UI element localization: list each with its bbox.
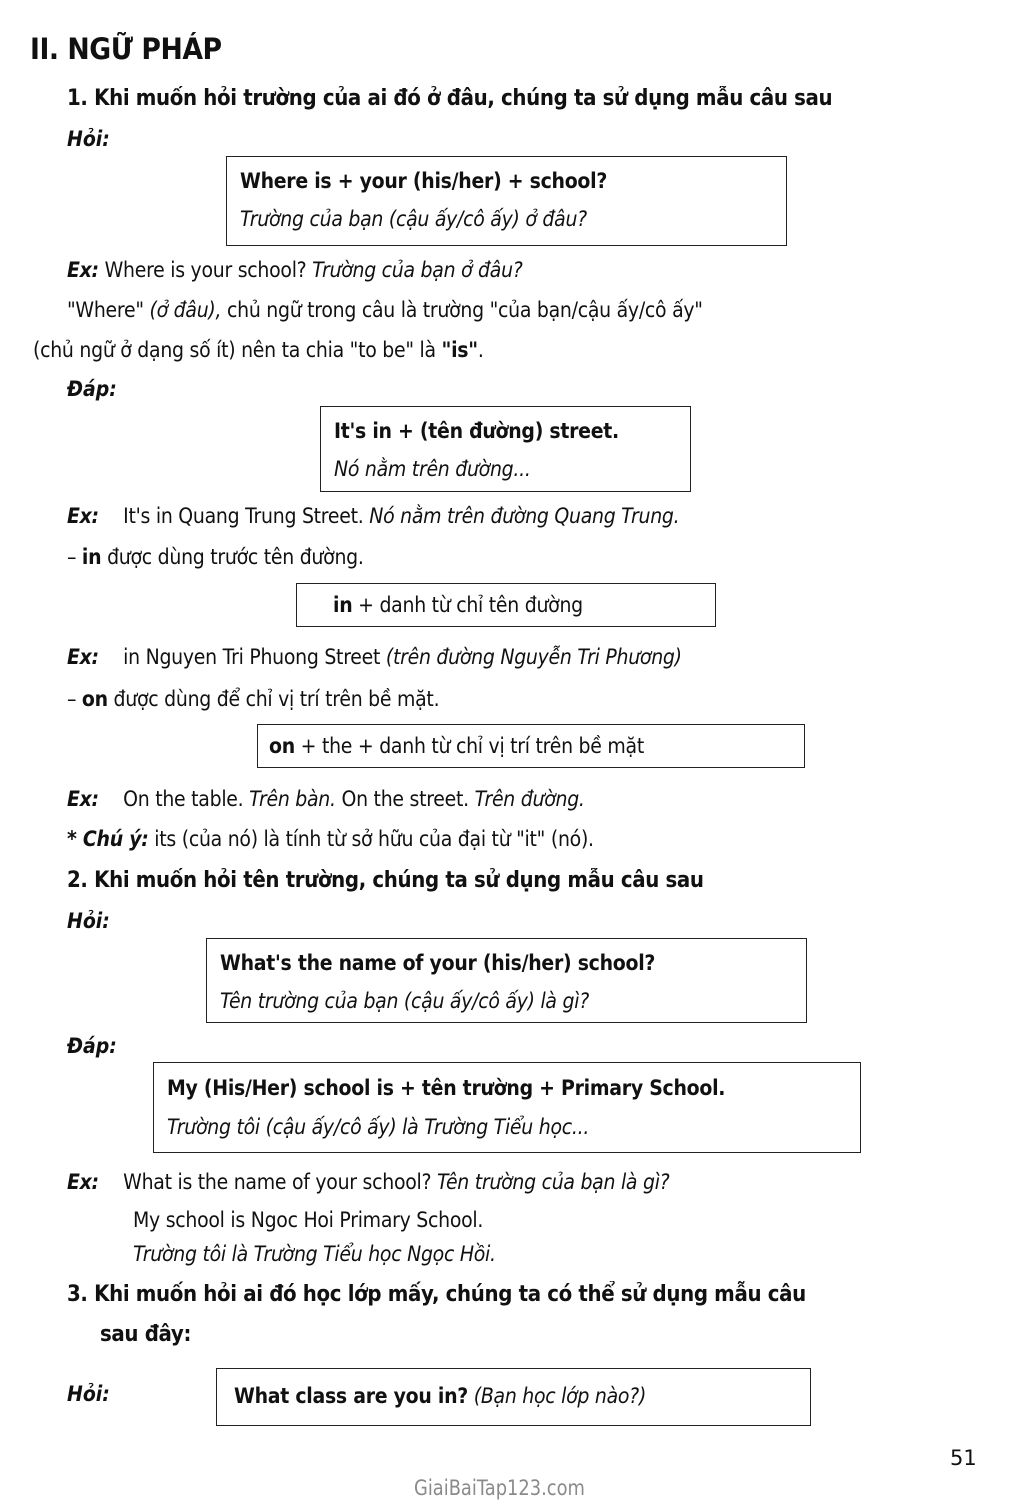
part1-example-1 [67, 258, 523, 282]
ex-text: It's in Quang Trung Street. [123, 504, 370, 528]
part3-ask-label: Hỏi: [67, 1382, 110, 1406]
rule-text: được dùng trước tên đường. [101, 545, 364, 569]
part2-answer-box [153, 1062, 861, 1153]
part1-answer-box [320, 406, 691, 492]
ex-text: in Nguyen Tri Phuong Street [123, 645, 386, 669]
note-bold: "is" [441, 338, 478, 362]
part1-answer-label: Đáp: [67, 377, 117, 401]
ex-text: Where is your school? [98, 258, 313, 282]
ex-translation: (trên đường Nguyễn Tri Phương) [385, 645, 682, 669]
ex-label: Ex: [67, 787, 99, 811]
ex-translation: Trường của bạn ở đâu? [312, 258, 523, 282]
part2-heading: 2. Khi muốn hỏi tên trường, chúng ta sử dụng mẫu câu sau [67, 868, 704, 893]
part1-note-line2 [33, 338, 484, 362]
ask-box-question: What's the name of your (his/her) school? [220, 951, 656, 975]
in-box-pattern [333, 593, 583, 617]
ex-text: On the table. [123, 787, 250, 811]
note-italic: (ở đâu), [149, 298, 222, 322]
ex-label: Ex: [67, 645, 99, 669]
ex-label: Ex: [67, 504, 99, 528]
part1-ask-label: Hỏi: [67, 127, 110, 151]
part1-ask-box [226, 156, 787, 246]
note-label: * Chú ý: [67, 827, 149, 851]
part1-heading: 1. Khi muốn hỏi trường của ai đó ở đâu, chúng ta sử dụng mẫu câu sau [67, 86, 833, 111]
part2-answer-label: Đáp: [67, 1034, 117, 1058]
note-text: "Where" [67, 298, 150, 322]
ask-box-content [234, 1384, 646, 1408]
part2-ask-label: Hỏi: [67, 909, 110, 933]
part2-ask-box [206, 938, 807, 1023]
box-keyword: on [269, 734, 295, 758]
in-rule [67, 545, 364, 569]
on-box-pattern [269, 734, 644, 758]
ask-box-question: Where is + your (his/her) + school? [240, 169, 608, 193]
part1-example-2 [67, 504, 679, 528]
part3-heading-line1: 3. Khi muốn hỏi ai đó học lớp mấy, chúng ta có thể sử dụng mẫu câu [67, 1282, 806, 1307]
rule-keyword: in [81, 545, 102, 569]
part1-example-3 [67, 645, 682, 669]
box-text: + danh từ chỉ tên đường [352, 593, 583, 617]
ex-translation: Trên đường. [474, 787, 585, 811]
box-keyword: in [333, 593, 353, 617]
dash: – [67, 545, 82, 569]
ask-box-translation: (Bạn học lớp nào?) [473, 1384, 647, 1408]
part1-note-2 [67, 827, 594, 851]
note-text: . [477, 338, 484, 362]
answer-box-translation: Nó nằm trên đường... [334, 457, 531, 481]
part3-ask-box [216, 1368, 811, 1426]
dash: – [67, 687, 82, 711]
part1-note-line1 [67, 298, 703, 322]
part2-example-line2: My school is Ngoc Hoi Primary School. [133, 1208, 484, 1232]
in-box [296, 583, 716, 627]
part1-example-4 [67, 787, 585, 811]
ex-translation: Nó nằm trên đường Quang Trung. [369, 504, 680, 528]
ask-box-question: What class are you in? [234, 1384, 468, 1408]
watermark: GiaiBaiTap123.com [414, 1476, 585, 1500]
section-title: II. NGỮ PHÁP [30, 32, 222, 66]
box-text: + the + danh từ chỉ vị trí trên bề mặt [294, 734, 644, 758]
page-number: 51 [950, 1446, 977, 1470]
ex-text: On the street. [335, 787, 475, 811]
note-text: its (của nó) là tính từ sở hữu của đại từ "it" (nó). [148, 827, 594, 851]
ex-label: Ex: [67, 258, 99, 282]
ex-text: What is the name of your school? [123, 1170, 438, 1194]
on-rule [67, 687, 439, 711]
answer-box-pattern: It's in + (tên đường) street. [334, 419, 619, 443]
ask-box-translation: Tên trường của bạn (cậu ấy/cô ấy) là gì? [220, 989, 589, 1013]
rule-keyword: on [81, 687, 108, 711]
part3-heading-line2: sau đây: [100, 1322, 192, 1347]
rule-text: được dùng để chỉ vị trí trên bề mặt. [107, 687, 440, 711]
part2-example-line3: Trường tôi là Trường Tiểu học Ngọc Hồi. [133, 1242, 496, 1266]
part2-example [67, 1170, 669, 1194]
answer-box-pattern: My (His/Her) school is + tên trường + Primary School. [167, 1076, 726, 1100]
answer-box-translation: Trường tôi (cậu ấy/cô ấy) là Trường Tiểu học... [167, 1115, 590, 1139]
ex-translation: Trên bàn. [249, 787, 336, 811]
note-text: chủ ngữ trong câu là trường "của bạn/cậu ấy/cô ấy" [221, 298, 703, 322]
note-text: (chủ ngữ ở dạng số ít) nên ta chia "to be" là [33, 338, 442, 362]
on-box [257, 724, 805, 768]
ex-label: Ex: [67, 1170, 99, 1194]
ask-box-translation: Trường của bạn (cậu ấy/cô ấy) ở đâu? [240, 207, 587, 231]
ex-translation: Tên trường của bạn là gì? [437, 1170, 670, 1194]
